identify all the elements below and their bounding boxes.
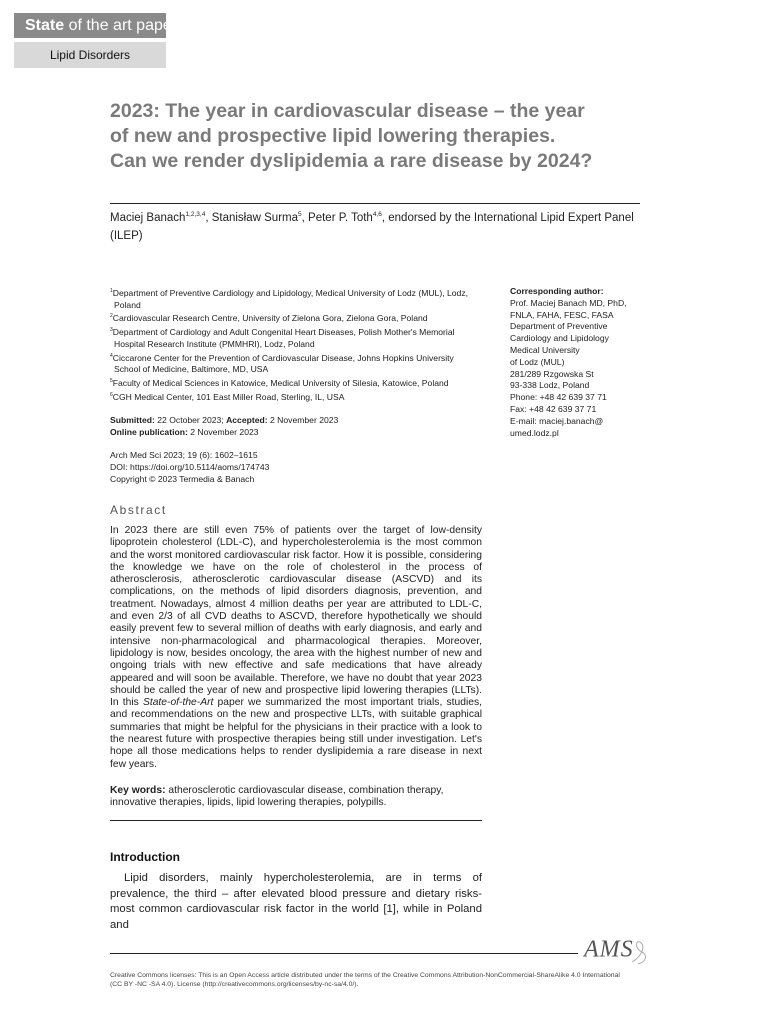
corresponding-line: Medical University xyxy=(510,344,580,355)
corresponding-line: 93-338 Lodz, Poland xyxy=(510,380,590,391)
author-endorsement: , endorsed by the International Lipid Expert Panel (ILEP) xyxy=(110,211,634,242)
affiliation-item: $^2$Cardiovascular Research Centre, University of Zielona Gora, Zielona Gora, Poland xyxy=(110,313,428,324)
author-3-affil: 4,6 xyxy=(372,211,382,218)
keywords-label: Key words: xyxy=(110,785,166,796)
corresponding-email-cont[interactable]: umed.lodz.pl xyxy=(510,427,559,438)
author-3: , Peter P. Toth xyxy=(301,211,373,224)
title-line-1: 2023: The year in cardiovascular disease – the year xyxy=(110,100,585,122)
article-title xyxy=(110,99,670,174)
publication-dates xyxy=(110,415,470,439)
affiliation-item: $^6$CGH Medical Center, 101 East Miller Road, Sterling, IL, USA xyxy=(110,391,345,402)
affiliation-item: $^4$Ciccarone Center for the Prevention of Cardiovascular Disease, Johns Hopkins University School of Medicine, Baltimore, MD, USA xyxy=(110,352,454,375)
section-tag: Lipid Disorders xyxy=(14,42,166,68)
corresponding-author xyxy=(510,286,650,439)
accepted-date: 2 November 2023 xyxy=(267,415,339,425)
submitted-label: Submitted: xyxy=(110,415,155,425)
title-divider xyxy=(110,203,640,204)
introduction-heading: Introduction xyxy=(110,850,180,864)
corresponding-line: of Lodz (MUL) xyxy=(510,356,565,367)
author-2-affil: 5 xyxy=(298,211,302,218)
corresponding-line: FNLA, FAHA, FESC, FASA xyxy=(510,309,614,320)
banner-bold: State xyxy=(25,17,65,34)
corresponding-line: Phone: +48 42 639 37 71 xyxy=(510,392,607,403)
author-1-affil: 1,2,3,4 xyxy=(185,211,206,218)
corresponding-heading: Corresponding author: xyxy=(510,286,604,296)
corresponding-line: Prof. Maciej Banach MD, PhD, xyxy=(510,297,627,308)
online-label: Online publication: xyxy=(110,426,188,437)
submitted-date: 22 October 2023; xyxy=(154,415,227,425)
corresponding-line: Fax: +48 42 639 37 71 xyxy=(510,403,597,414)
abstract-text: In 2023 there are still even 75% of patients over the target of low-density lipoprotein cholesterol (LDL-C), and hypercholesterolemia is the most common and the worst monitored cardiovascular risk factor. How it is possible, considering the knowledge we have on the role of cholesterol in the process of atherosclerosis, atherosclerotic cardiovascular disease (ASCVD) and its complications, on the methods of lipid disorders diagnosis, prevention, and treatment. Nowadays, almost 4 million deaths per year are attributed to LDL-C, and even 2/3 of all CVD deaths to ASCVD, therefore hypothetically we should easily prevent few to several million of deaths with early diagnosis, and early and intensive non-pharmacological and pharmacological therapies. Moreover, lipidology is now, besides oncology, the area with the highest number of new and ongoing trials with new effective and safe medications that have already appeared and will soon be available. Therefore, we have no doubt that year 2023 should be called the year of new and prospective lipid lowering therapies (LLTs). In this xyxy=(110,525,482,709)
abstract-text-cont: paper we summarized the most important trials, studies, and recommendations on the new and prospective LLTs, with suitable graphical summaries that might be helpful for the physicians in their practice with a look to the nearest future with prospective therapies being still under investigation. Let's hope all those medications helps to render dyslipidemia a rare disease in next few years. xyxy=(110,697,482,770)
footer-divider xyxy=(110,953,578,954)
keywords-text: atherosclerotic cardiovascular disease, combination therapy, innovative therapies, lipids, lipid lowering therapies, polypills. xyxy=(110,785,444,809)
introduction-text: Lipid disorders, mainly hypercholesterolemia, are in terms of prevalence, the third – after elevated blood pressure and dietary risks- most common cardiovascular risk factor in the world [1], while in Poland and xyxy=(110,872,482,931)
affiliations xyxy=(110,286,470,403)
journal-citation: Arch Med Sci 2023; 19 (6): 1602–1615 xyxy=(110,450,258,460)
citation-block xyxy=(110,450,470,485)
ams-logo-text: AMS xyxy=(584,936,634,963)
title-line-2: of new and prospective lipid lowering therapies. xyxy=(110,125,556,147)
corresponding-line: 281/289 Rzgowska St xyxy=(510,368,594,379)
affiliation-item: $^5$Faculty of Medical Sciences in Katowice, Medical University of Silesia, Katowice, Poland xyxy=(110,377,449,388)
license-footer: Creative Commons licenses: This is an Open Access article distributed under the terms of the Creative Commons Attribution-NonCommercial-ShareAlike 4.0 International (CC BY -NC -SA 4.0). License (http://creativecommons.org/licenses/by-nc-sa/4.0/). xyxy=(110,972,620,989)
abstract-divider xyxy=(110,820,482,821)
title-line-3: Can we render dyslipidemia a rare disease by 2024? xyxy=(110,150,593,172)
banner-rest: of the art paper xyxy=(64,17,178,34)
affiliation-item: $^1$Department of Preventive Cardiology and Lipidology, Medical University of Lodz (MUL), Lodz, Poland xyxy=(110,287,468,310)
abstract-body xyxy=(110,525,482,771)
corresponding-email[interactable]: E-mail: maciej.banach@ xyxy=(510,415,604,426)
affiliation-item: $^3$Department of Cardiology and Adult Congenital Heart Diseases, Polish Mother's Memorial Hospital Research Institute (PMMHRI), Lodz, Poland xyxy=(110,326,455,349)
copyright: Copyright © 2023 Termedia & Banach xyxy=(110,473,255,484)
ams-logo-flourish-icon xyxy=(628,936,650,966)
corresponding-line: Cardiology and Lipidology xyxy=(510,333,609,344)
abstract-italic: State-of-the-Art xyxy=(142,697,214,709)
doi-link[interactable]: DOI: https://doi.org/10.5114/aoms/174743 xyxy=(110,461,270,472)
author-list xyxy=(110,206,640,245)
online-date: 2 November 2023 xyxy=(187,426,259,437)
author-2: , Stanisław Surma xyxy=(205,211,299,224)
author-1: Maciej Banach xyxy=(110,211,186,224)
accepted-label: Accepted: xyxy=(226,415,268,425)
keywords xyxy=(110,785,482,810)
article-type-banner xyxy=(14,13,178,38)
abstract-heading: Abstract xyxy=(110,503,167,517)
corresponding-line: Department of Preventive xyxy=(510,321,608,332)
ams-logo xyxy=(584,936,650,966)
